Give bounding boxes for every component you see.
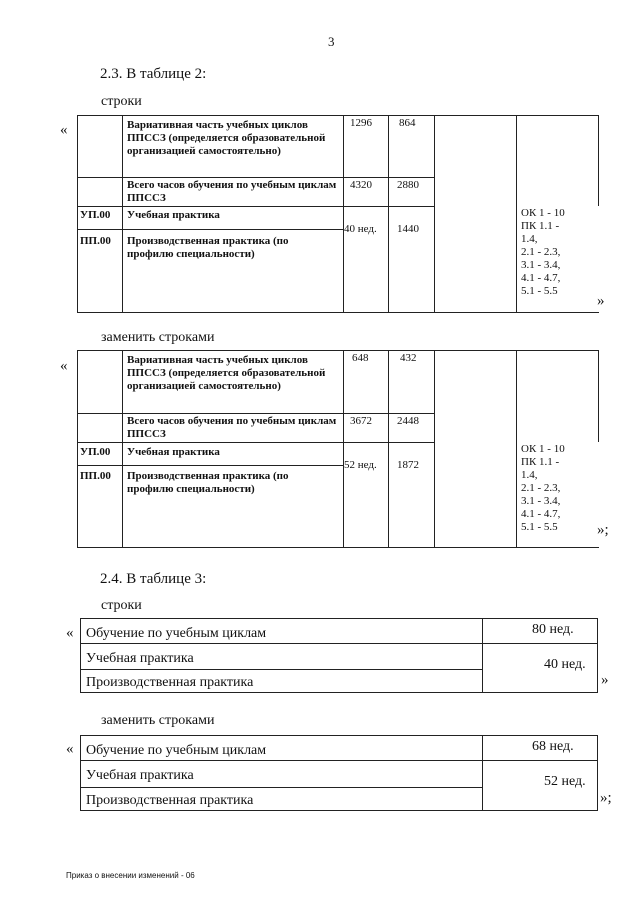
open-quote: « [60,122,68,138]
competency-item: 3.1 - 3.4, [521,495,561,507]
row-variable-part-name: Вариативная часть учебных циклов ППССЗ (определяется образовательной организацией самостоятельно) [127,119,326,157]
competencies-list [521,207,565,298]
section-heading-2-4: 2.4. В таблице 3: [100,571,207,587]
row-up00-name: Учебная практика [127,446,220,458]
competencies-list [521,443,565,534]
replace-label: заменить строками [101,713,215,728]
practice-weeks: 52 нед. [344,459,377,471]
close-quote: » [597,293,605,309]
row-total-hours-name: Всего часов обучения по учебным циклам ППССЗ [127,415,337,440]
section-heading-2-3: 2.3. В таблице 2: [100,66,207,82]
competency-item: ОК 1 - 10 [521,207,565,219]
row-pp00-name: Производственная практика (по профилю специальности) [127,235,289,260]
row-total-hours-value-1: 4320 [350,179,372,191]
competency-item: 4.1 - 4.7, [521,508,561,520]
competency-item: 1.4, [521,233,538,245]
practice-value: 40 нед. [544,657,586,672]
open-quote: « [66,741,74,757]
row-up00-code: УП.00 [80,209,111,221]
row-production-practice: Производственная практика [86,675,254,690]
open-quote: « [60,358,68,374]
row-educational-practice: Учебная практика [86,768,194,783]
practice-hours: 1440 [397,223,419,235]
row-educational-practice: Учебная практика [86,651,194,666]
competency-item: 4.1 - 4.7, [521,272,561,284]
competency-item: ПК 1.1 - [521,456,560,468]
row-pp00-name: Производственная практика (по профилю специальности) [127,470,289,495]
competency-item: ПК 1.1 - [521,220,560,232]
row-production-practice: Производственная практика [86,793,254,808]
practice-weeks: 40 нед. [344,223,377,235]
competency-item: 5.1 - 5.5 [521,285,558,297]
row-total-hours-name: Всего часов обучения по учебным циклам ППССЗ [127,179,337,204]
competency-item: 5.1 - 5.5 [521,521,558,533]
row-variable-part-value-1: 1296 [350,117,372,129]
close-quote: »; [597,522,609,538]
close-quote: » [601,672,609,688]
row-variable-part-value-1: 648 [352,352,369,364]
row-total-hours-value-1: 3672 [350,415,372,427]
practice-value: 52 нед. [544,774,586,789]
replace-label: заменить строками [101,330,215,345]
competency-item: 2.1 - 2.3, [521,246,561,258]
lines-label: строки [101,598,142,613]
row-variable-part-name: Вариативная часть учебных циклов ППССЗ (определяется образовательной организацией самостоятельно) [127,354,326,392]
row-total-hours-value-2: 2448 [397,415,419,427]
row-variable-part-value-2: 864 [399,117,416,129]
page-number: 3 [328,34,335,49]
row-pp00-code: ПП.00 [80,470,111,482]
practice-hours: 1872 [397,459,419,471]
training-cycles-value: 68 нед. [532,739,574,754]
footer-note: Приказ о внесении изменений - 06 [66,871,195,880]
close-quote: »; [600,790,612,806]
open-quote: « [66,625,74,641]
competency-item: 2.1 - 2.3, [521,482,561,494]
row-variable-part-value-2: 432 [400,352,417,364]
competency-item: 3.1 - 3.4, [521,259,561,271]
competency-item: 1.4, [521,469,538,481]
row-total-hours-value-2: 2880 [397,179,419,191]
lines-label: строки [101,94,142,109]
row-pp00-code: ПП.00 [80,235,111,247]
training-cycles-value: 80 нед. [532,622,574,637]
row-training-cycles: Обучение по учебным циклам [86,626,267,641]
row-up00-name: Учебная практика [127,209,220,221]
row-up00-code: УП.00 [80,446,111,458]
competency-item: ОК 1 - 10 [521,443,565,455]
row-training-cycles: Обучение по учебным циклам [86,743,267,758]
